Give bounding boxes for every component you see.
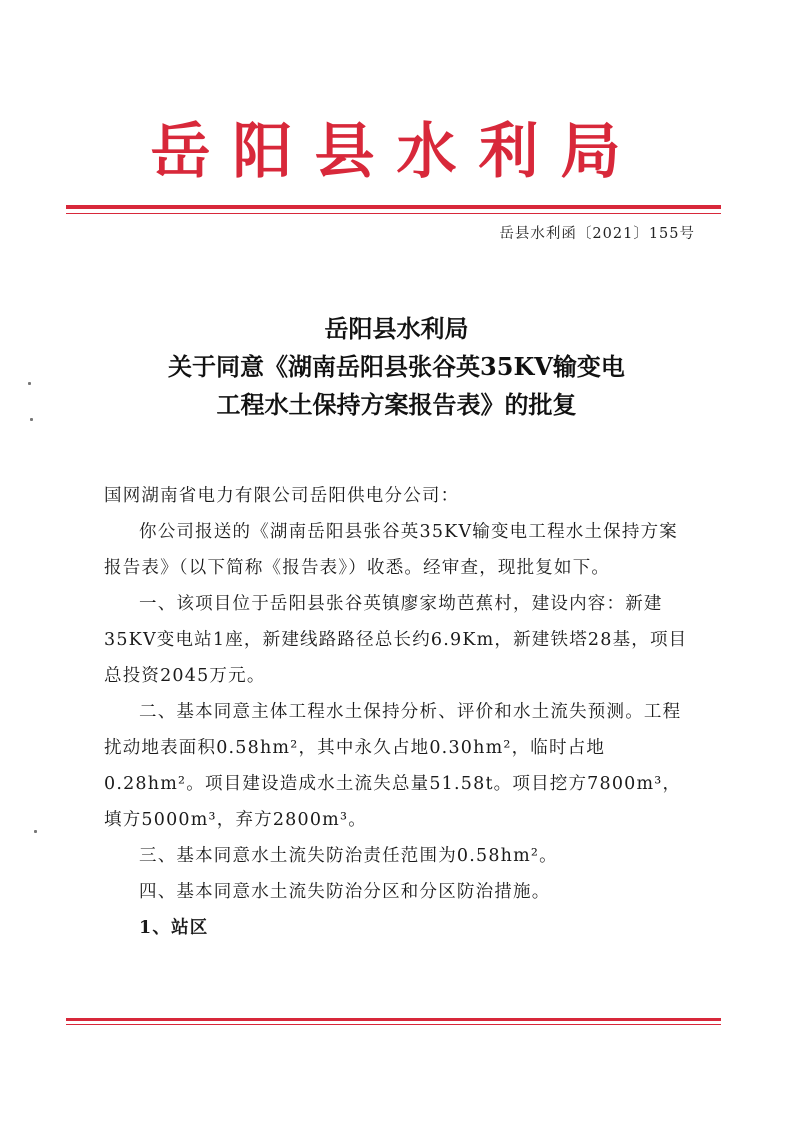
recipient-line: 国网湖南省电力有限公司岳阳供电分公司： [104, 486, 460, 506]
footer-red-rule-thick [66, 1018, 721, 1021]
paragraph-item-3: 三、基本同意水土流失防治责任范围为0.58hm²。 [139, 846, 558, 866]
scan-speck [34, 830, 37, 833]
paragraph-intro: 你公司报送的《湖南岳阳县张谷英35KV输变电工程水土保持方案报告表》（以下简称《报告表》）收悉。经审查，现批复如下。 [104, 522, 678, 578]
paragraph-item-4: 四、基本同意水土流失防治分区和分区防治措施。 [139, 882, 551, 902]
document-body [104, 478, 694, 946]
header-red-rule-thick [66, 205, 721, 209]
scan-speck [30, 418, 33, 421]
paragraph-item-2: 二、基本同意主体工程水土保持分析、评价和水土流失预测。工程扰动地表面积0.58hm²，其中永久占地0.30hm²，临时占地0.28hm²。项目建设造成水土流失总量51.58t。项目挖方7800m³，填方5000m³，弃方2800m³。 [104, 702, 682, 830]
section-heading-station: 1、站区 [139, 918, 209, 938]
footer-red-rule-thin [66, 1024, 721, 1025]
title-line-3: 工程水土保持方案报告表》的批复 [216, 390, 577, 419]
header-red-rule-thin [66, 213, 721, 214]
title-line-1: 岳阳县水利局 [324, 314, 469, 343]
document-number: 岳县水利函〔2021〕155号 [499, 226, 695, 242]
title-line-2: 关于同意《湖南岳阳县张谷英35KV输变电 [168, 352, 625, 381]
paragraph-item-1: 一、该项目位于岳阳县张谷英镇廖家坳芭蕉村，建设内容：新建35KV变电站1座，新建线路路径总长约6.9Km，新建铁塔28基，项目总投资2045万元。 [104, 594, 688, 686]
scan-speck [28, 382, 31, 385]
document-title [0, 310, 793, 424]
agency-header: 岳阳县水利局 [150, 117, 643, 187]
